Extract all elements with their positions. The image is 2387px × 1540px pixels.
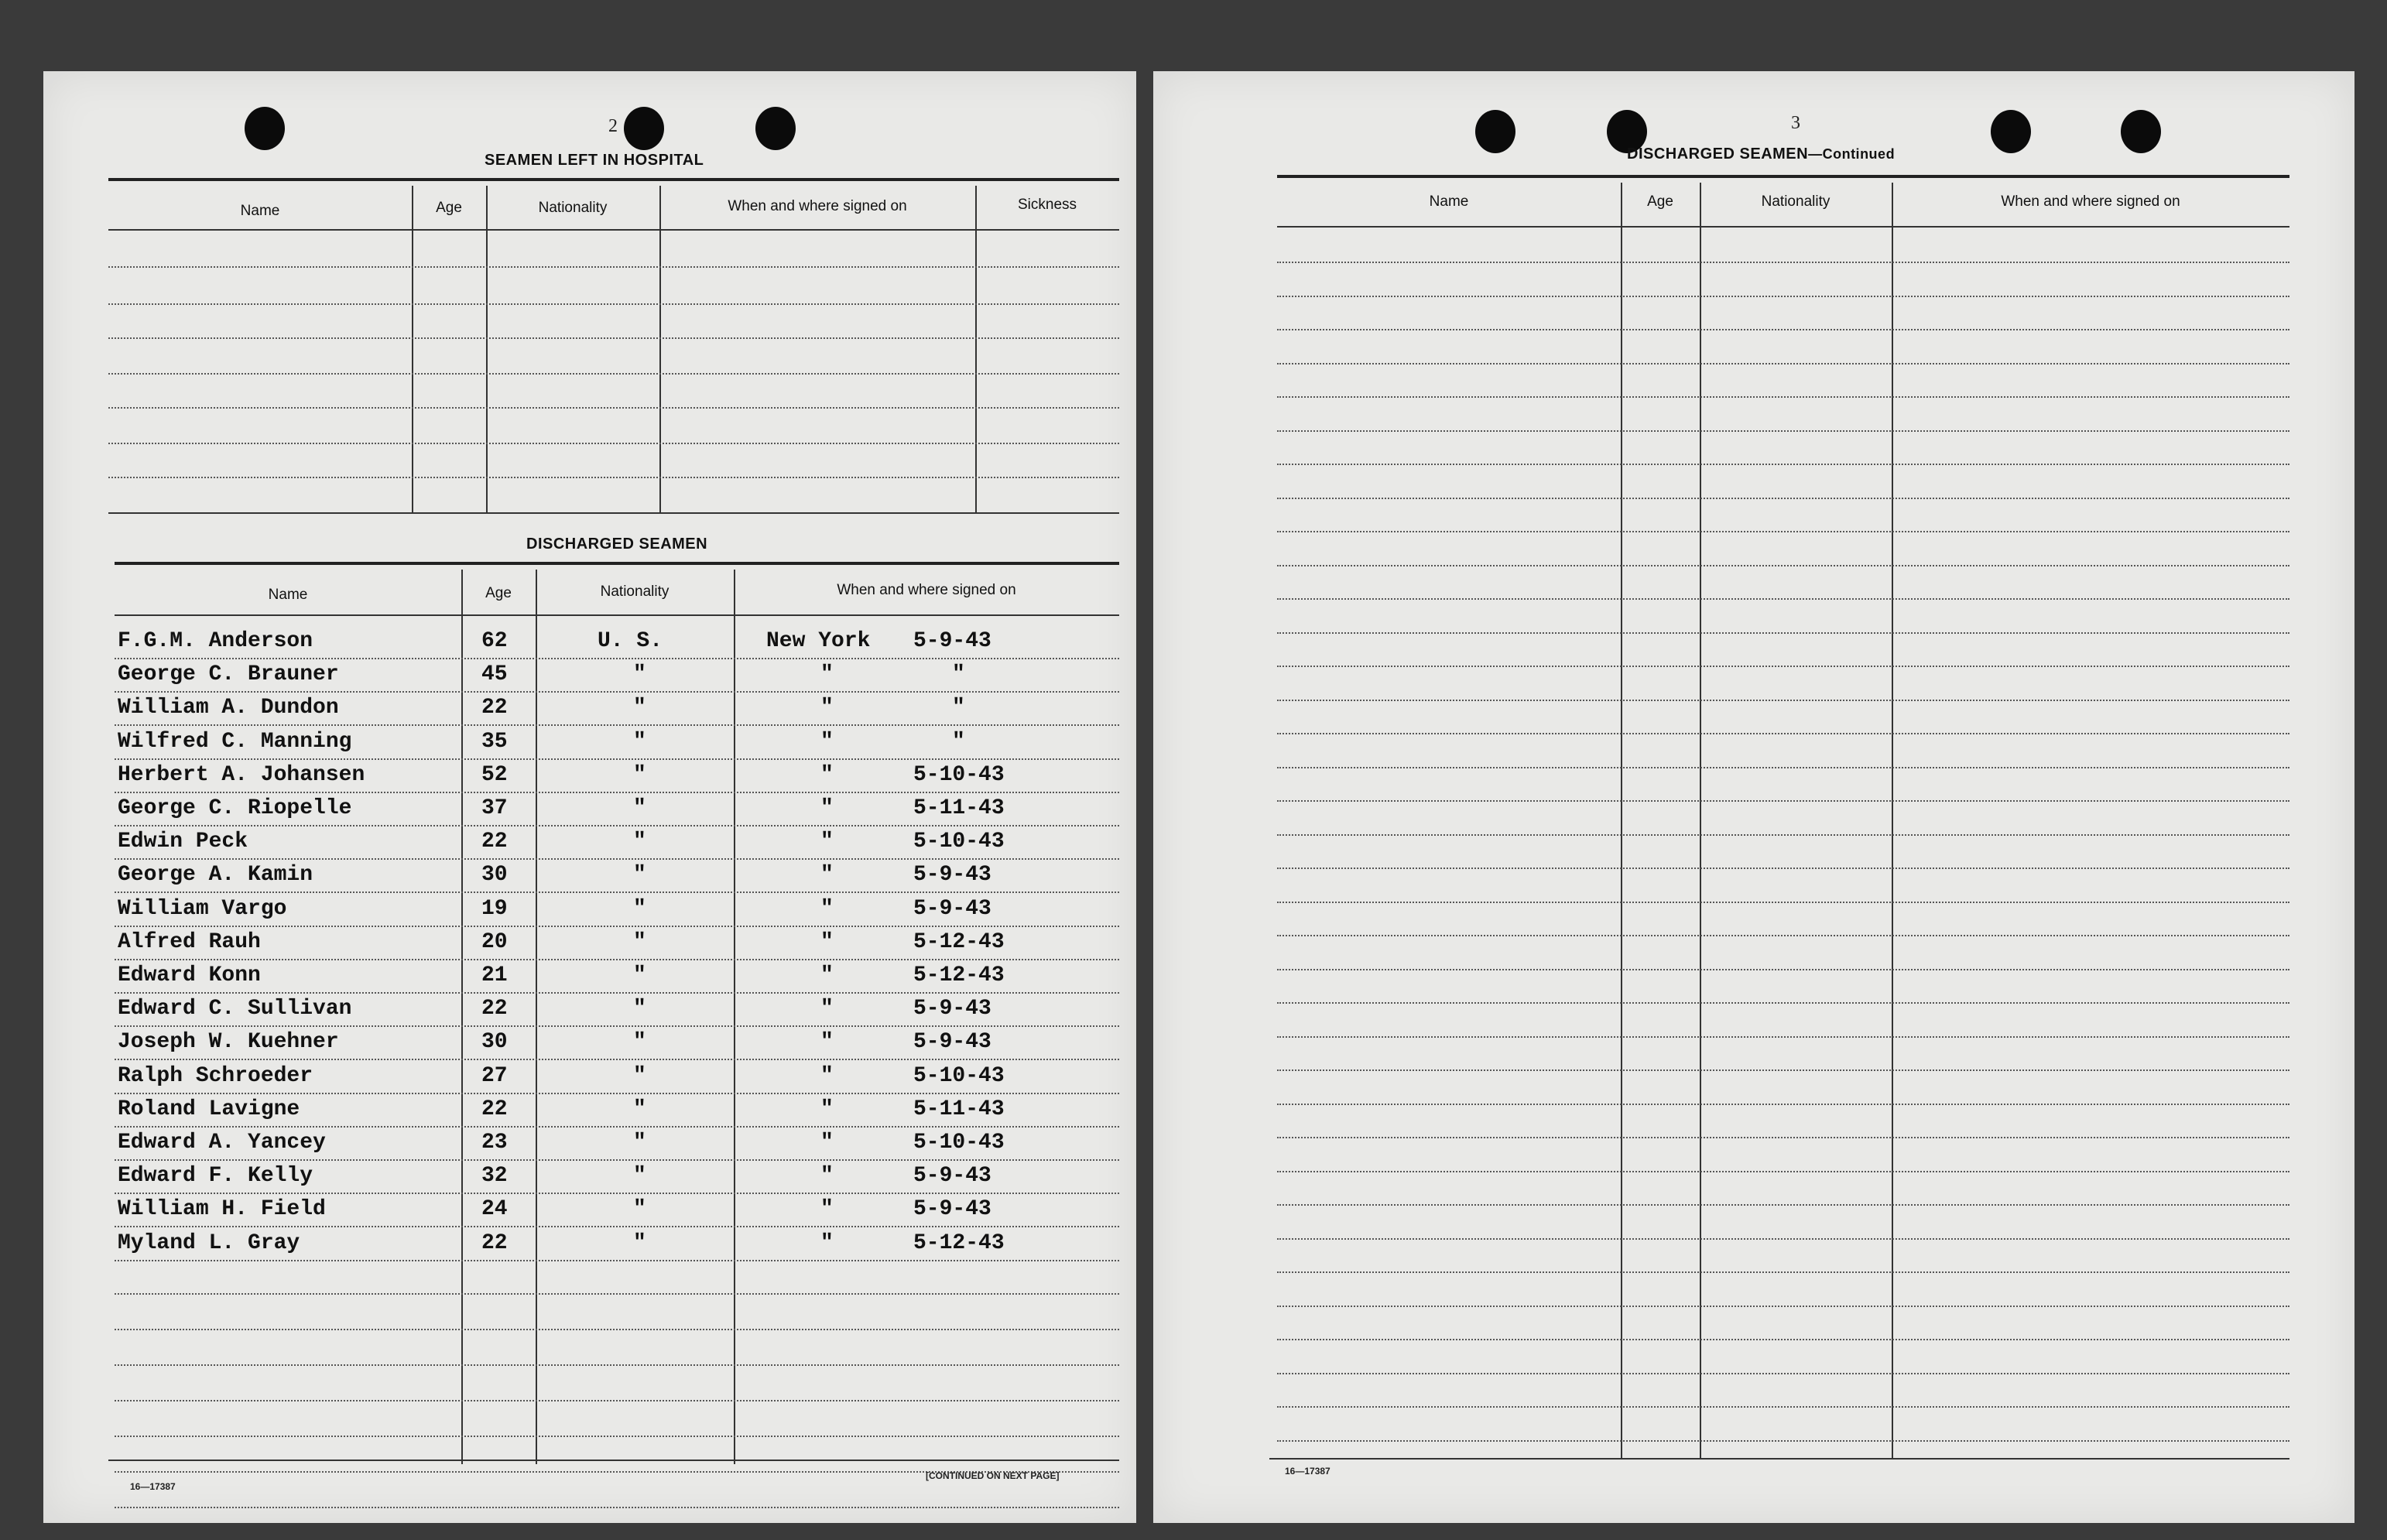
- row-age: 22: [481, 696, 508, 720]
- table-top-rule: [108, 178, 1119, 181]
- row-rule: [1277, 767, 2289, 768]
- row-place: ": [820, 896, 834, 921]
- column-divider: [1700, 183, 1701, 1460]
- row-rule: [1277, 868, 2289, 869]
- row-name: Edward F. Kelly: [118, 1164, 313, 1189]
- row-age: 24: [481, 1197, 508, 1222]
- row-nationality: ": [633, 1097, 646, 1121]
- row-date: 5-12-43: [913, 1230, 1005, 1255]
- row-nationality: ": [633, 1230, 646, 1255]
- row-rule: [1277, 296, 2289, 297]
- row-place: ": [820, 696, 834, 720]
- row-rule: [115, 992, 1119, 994]
- row-rule: [115, 959, 1119, 960]
- column-divider: [1621, 183, 1622, 1460]
- discharged-section-title: DISCHARGED SEAMEN: [526, 536, 708, 553]
- row-rule: [1277, 935, 2289, 936]
- row-date: 5-9-43: [913, 1164, 991, 1189]
- punch-hole: [1991, 110, 2031, 153]
- row-rule: [115, 1093, 1119, 1094]
- row-rule: [1277, 1440, 2289, 1442]
- row-rule: [1277, 430, 2289, 432]
- row-date: ": [952, 662, 965, 687]
- table-header-rule: [115, 614, 1119, 616]
- row-nationality: ": [633, 896, 646, 921]
- row-rule: [115, 1364, 1119, 1366]
- row-rule: [115, 825, 1119, 826]
- row-rule: [115, 858, 1119, 860]
- row-age: 19: [481, 896, 508, 921]
- row-date: 5-11-43: [913, 796, 1005, 820]
- row-place: ": [820, 796, 834, 820]
- table-row: [108, 266, 1119, 268]
- row-rule: [1277, 531, 2289, 532]
- row-date: 5-9-43: [913, 896, 991, 921]
- row-date: 5-10-43: [913, 762, 1005, 787]
- row-name: Ralph Schroeder: [118, 1063, 313, 1088]
- row-name: Alfred Rauh: [118, 929, 261, 954]
- col-signed-on: When and where signed on: [2001, 193, 2180, 210]
- col-nationality: Nationality: [1761, 193, 1830, 210]
- table-bottom-rule: [108, 1460, 1119, 1461]
- col-nationality: Nationality: [600, 583, 670, 600]
- row-name: Roland Lavigne: [118, 1097, 300, 1121]
- col-age: Age: [436, 200, 462, 216]
- row-rule: [115, 1025, 1119, 1027]
- row-rule: [1277, 1271, 2289, 1273]
- row-rule: [1277, 1306, 2289, 1307]
- row-date: 5-9-43: [913, 629, 991, 653]
- row-nationality: ": [633, 696, 646, 720]
- row-nationality: ": [633, 830, 646, 854]
- row-place: ": [820, 929, 834, 954]
- row-place: ": [820, 1030, 834, 1055]
- row-rule: [1277, 598, 2289, 600]
- row-nationality: ": [633, 796, 646, 820]
- row-name: Herbert A. Johansen: [118, 762, 365, 787]
- column-divider: [659, 186, 661, 514]
- continued-note: [CONTINUED ON NEXT PAGE]: [926, 1470, 1060, 1481]
- row-nationality: ": [633, 762, 646, 787]
- row-date: ": [952, 696, 965, 720]
- table-top-rule: [1277, 175, 2289, 178]
- row-nationality: ": [633, 997, 646, 1022]
- row-rule: [115, 658, 1119, 659]
- row-rule: [1277, 902, 2289, 903]
- row-rule: [115, 1193, 1119, 1194]
- col-signed-on: When and where signed on: [728, 198, 907, 214]
- row-place: ": [820, 1131, 834, 1155]
- row-name: Edward Konn: [118, 963, 261, 987]
- table-row: [108, 303, 1119, 305]
- row-rule: [1277, 498, 2289, 499]
- row-age: 22: [481, 997, 508, 1022]
- row-place: ": [820, 863, 834, 888]
- row-age: 35: [481, 729, 508, 754]
- row-nationality: ": [633, 1197, 646, 1222]
- row-age: 23: [481, 1131, 508, 1155]
- row-date: 5-12-43: [913, 929, 1005, 954]
- row-age: 37: [481, 796, 508, 820]
- page-title: DISCHARGED SEAMEN—Continued: [1627, 145, 1896, 163]
- row-age: 30: [481, 1030, 508, 1055]
- row-age: 45: [481, 662, 508, 687]
- col-name: Name: [1429, 193, 1469, 210]
- row-nationality: ": [633, 863, 646, 888]
- row-name: George A. Kamin: [118, 863, 313, 888]
- row-age: 30: [481, 863, 508, 888]
- row-nationality: ": [633, 963, 646, 987]
- row-rule: [1277, 700, 2289, 701]
- punch-hole: [2121, 110, 2161, 153]
- col-signed-on: When and where signed on: [837, 582, 1016, 598]
- row-name: Edward C. Sullivan: [118, 997, 352, 1022]
- punch-hole: [624, 107, 664, 150]
- left-page: [43, 71, 1136, 1523]
- row-rule: [1277, 1406, 2289, 1408]
- row-rule: [1277, 396, 2289, 398]
- row-name: Myland L. Gray: [118, 1230, 300, 1255]
- column-divider: [1892, 183, 1893, 1460]
- form-number: 16—17387: [130, 1481, 176, 1492]
- row-age: 20: [481, 929, 508, 954]
- row-rule: [1277, 565, 2289, 566]
- punch-hole: [1475, 110, 1515, 153]
- row-rule: [1277, 1373, 2289, 1374]
- row-rule: [115, 724, 1119, 726]
- row-age: 22: [481, 830, 508, 854]
- row-rule: [1277, 1171, 2289, 1172]
- table-header-rule: [108, 229, 1119, 231]
- row-name: George C. Brauner: [118, 662, 339, 687]
- row-date: 5-10-43: [913, 1063, 1005, 1088]
- row-place: ": [820, 1063, 834, 1088]
- form-number: 16—17387: [1285, 1466, 1330, 1477]
- row-rule: [1277, 1204, 2289, 1206]
- row-rule: [1277, 834, 2289, 836]
- row-nationality: ": [633, 929, 646, 954]
- row-rule: [1277, 733, 2289, 734]
- row-rule: [115, 1400, 1119, 1401]
- row-age: 22: [481, 1097, 508, 1121]
- row-place: ": [820, 1164, 834, 1189]
- row-rule: [1277, 632, 2289, 634]
- row-date: 5-10-43: [913, 1131, 1005, 1155]
- row-nationality: ": [633, 662, 646, 687]
- row-rule: [115, 1126, 1119, 1128]
- col-sickness: Sickness: [1017, 197, 1077, 213]
- row-rule: [115, 1329, 1119, 1330]
- row-rule: [115, 891, 1119, 893]
- table-bottom-rule: [1269, 1458, 2289, 1460]
- row-date: 5-9-43: [913, 1030, 991, 1055]
- row-date: 5-12-43: [913, 963, 1005, 987]
- row-rule: [115, 926, 1119, 927]
- row-age: 21: [481, 963, 508, 987]
- row-name: Wilfred C. Manning: [118, 729, 352, 754]
- row-date: 5-10-43: [913, 830, 1005, 854]
- row-rule: [115, 792, 1119, 793]
- row-name: Edward A. Yancey: [118, 1131, 326, 1155]
- row-rule: [115, 1293, 1119, 1295]
- row-date: 5-9-43: [913, 863, 991, 888]
- row-rule: [1277, 1104, 2289, 1105]
- column-divider: [486, 186, 488, 514]
- row-place: ": [820, 762, 834, 787]
- row-nationality: ": [633, 1030, 646, 1055]
- row-nationality: ": [633, 729, 646, 754]
- row-place: ": [820, 1097, 834, 1121]
- row-place: ": [820, 830, 834, 854]
- row-age: 27: [481, 1063, 508, 1088]
- col-name: Name: [240, 203, 280, 219]
- page-number: 2: [608, 116, 618, 136]
- table-row: [108, 443, 1119, 444]
- row-rule: [115, 1059, 1119, 1060]
- row-name: William Vargo: [118, 896, 287, 921]
- row-name: William H. Field: [118, 1197, 326, 1222]
- row-rule: [1277, 800, 2289, 802]
- row-date: 5-9-43: [913, 997, 991, 1022]
- right-page: [1153, 71, 2354, 1523]
- row-nationality: U. S.: [598, 629, 663, 653]
- row-rule: [1277, 1137, 2289, 1138]
- row-place: New York: [766, 629, 871, 653]
- row-place: ": [820, 997, 834, 1022]
- table-header-rule: [1277, 226, 2289, 228]
- row-rule: [115, 1436, 1119, 1437]
- row-place: ": [820, 662, 834, 687]
- row-nationality: ": [633, 1131, 646, 1155]
- table-row: [108, 373, 1119, 375]
- row-rule: [1277, 969, 2289, 970]
- row-rule: [1277, 1238, 2289, 1240]
- row-age: 62: [481, 629, 508, 653]
- row-nationality: ": [633, 1063, 646, 1088]
- row-name: William A. Dundon: [118, 696, 339, 720]
- row-place: ": [820, 1197, 834, 1222]
- table-row: [108, 407, 1119, 409]
- row-date: ": [952, 729, 965, 754]
- row-age: 52: [481, 762, 508, 787]
- row-age: 32: [481, 1164, 508, 1189]
- table-row: [108, 337, 1119, 339]
- col-name: Name: [268, 587, 308, 603]
- row-rule: [1277, 1339, 2289, 1340]
- row-age: 22: [481, 1230, 508, 1255]
- table-bottom-rule: [108, 512, 1119, 514]
- row-rule: [1277, 464, 2289, 465]
- row-rule: [1277, 363, 2289, 364]
- row-rule: [115, 1260, 1119, 1261]
- row-date: 5-9-43: [913, 1197, 991, 1222]
- row-rule: [1277, 329, 2289, 330]
- row-rule: [1277, 262, 2289, 263]
- row-rule: [115, 1226, 1119, 1227]
- row-rule: [1277, 1002, 2289, 1004]
- page-number: 3: [1791, 113, 1800, 133]
- col-age: Age: [1647, 193, 1673, 210]
- column-divider: [975, 186, 977, 514]
- row-rule: [115, 691, 1119, 693]
- table-top-rule: [115, 562, 1119, 565]
- col-age: Age: [485, 585, 512, 601]
- row-name: F.G.M. Anderson: [118, 629, 313, 653]
- row-place: ": [820, 1230, 834, 1255]
- column-divider: [412, 186, 413, 514]
- col-nationality: Nationality: [538, 200, 608, 216]
- row-name: Joseph W. Kuehner: [118, 1030, 339, 1055]
- row-rule: [1277, 1036, 2289, 1038]
- row-date: 5-11-43: [913, 1097, 1005, 1121]
- table-row: [108, 477, 1119, 478]
- row-rule: [1277, 1069, 2289, 1071]
- row-rule: [115, 758, 1119, 760]
- punch-hole: [245, 107, 285, 150]
- row-nationality: ": [633, 1164, 646, 1189]
- punch-hole: [755, 107, 796, 150]
- row-name: George C. Riopelle: [118, 796, 352, 820]
- row-place: ": [820, 729, 834, 754]
- row-name: Edwin Peck: [118, 830, 248, 854]
- row-rule: [1277, 666, 2289, 667]
- hospital-section-title: SEAMEN LEFT IN HOSPITAL: [485, 152, 704, 169]
- row-rule: [115, 1159, 1119, 1161]
- row-rule: [115, 1507, 1119, 1508]
- row-place: ": [820, 963, 834, 987]
